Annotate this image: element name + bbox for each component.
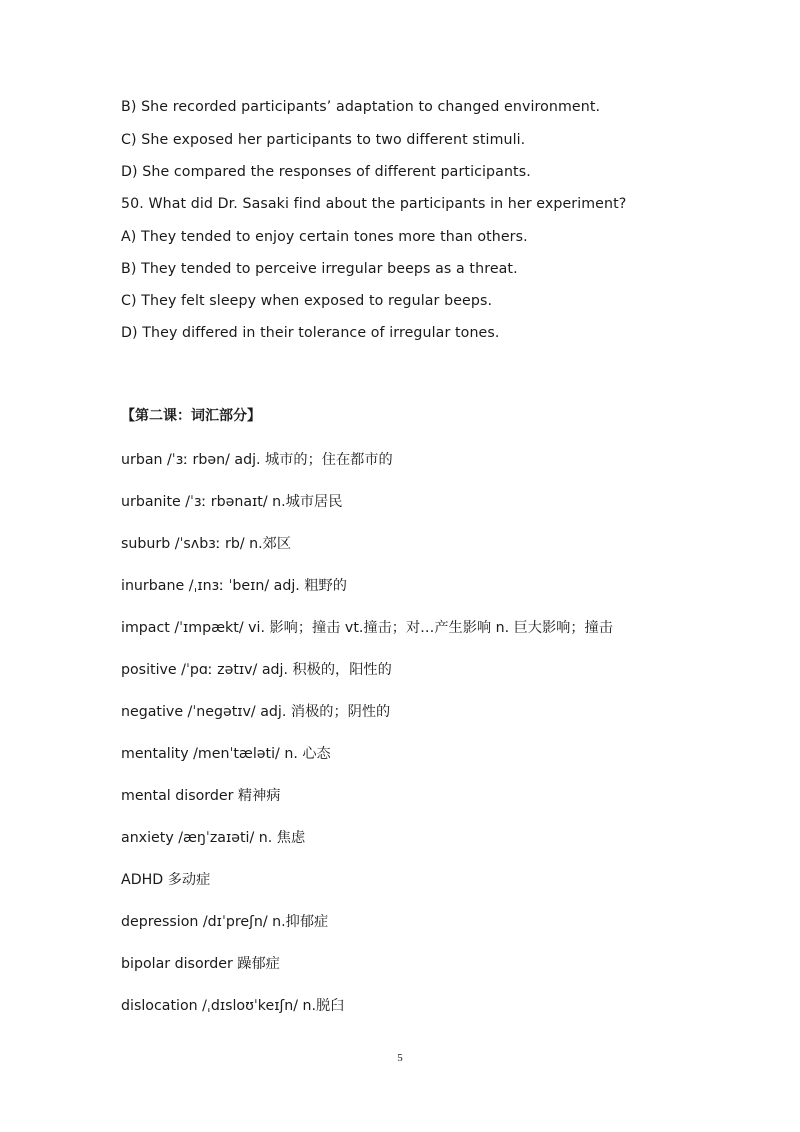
vocab-entry: negative /ˈnegətɪv/ adj. 消极的；阴性的 bbox=[121, 704, 391, 720]
page-number: 5 bbox=[397, 1052, 403, 1064]
vocab-entry: depression /dɪˈpreʃn/ n.抑郁症 bbox=[121, 914, 329, 930]
answer-option: B) They tended to perceive irregular beeps as a threat. bbox=[121, 261, 518, 277]
vocab-entry: positive /ˈpɑː zətɪv/ adj. 积极的，阳性的 bbox=[121, 662, 392, 678]
vocab-entry: anxiety /æŋˈzaɪəti/ n. 焦虑 bbox=[121, 830, 306, 846]
vocab-entry: mentality /menˈtæləti/ n. 心态 bbox=[121, 746, 331, 762]
vocab-entry: ADHD 多动症 bbox=[121, 872, 211, 888]
vocab-entry: bipolar disorder 躁郁症 bbox=[121, 956, 280, 972]
vocab-entry: mental disorder 精神病 bbox=[121, 788, 281, 804]
vocab-entry: impact /ˈɪmpækt/ vi. 影响；撞击 vt.撞击；对…产生影响 n. 巨大影响；撞击 bbox=[121, 620, 613, 636]
vocab-entry: suburb /ˈsʌbɜː rb/ n.郊区 bbox=[121, 536, 292, 552]
answer-option: D) She compared the responses of different participants. bbox=[121, 164, 531, 180]
answer-option: C) They felt sleepy when exposed to regular beeps. bbox=[121, 293, 493, 309]
question-text: 50. What did Dr. Sasaki find about the participants in her experiment? bbox=[121, 196, 627, 212]
vocab-entry: inurbane /ˌɪnɜː ˈbeɪn/ adj. 粗野的 bbox=[121, 578, 347, 594]
vocab-entry: urban /ˈɜː rbən/ adj. 城市的；住在都市的 bbox=[121, 452, 393, 468]
answer-option: C) She exposed her participants to two different stimuli. bbox=[121, 132, 526, 148]
answer-option: D) They differed in their tolerance of irregular tones. bbox=[121, 325, 500, 341]
answer-option: B) She recorded participants’ adaptation to changed environment. bbox=[121, 99, 601, 115]
vocab-entry: urbanite /ˈɜː rbənaɪt/ n.城市居民 bbox=[121, 494, 343, 510]
section-title: 【第二课：词汇部分】 bbox=[121, 408, 261, 424]
vocab-entry: dislocation /ˌdɪsloʊˈkeɪʃn/ n.脱臼 bbox=[121, 998, 345, 1014]
answer-option: A) They tended to enjoy certain tones more than others. bbox=[121, 229, 528, 245]
